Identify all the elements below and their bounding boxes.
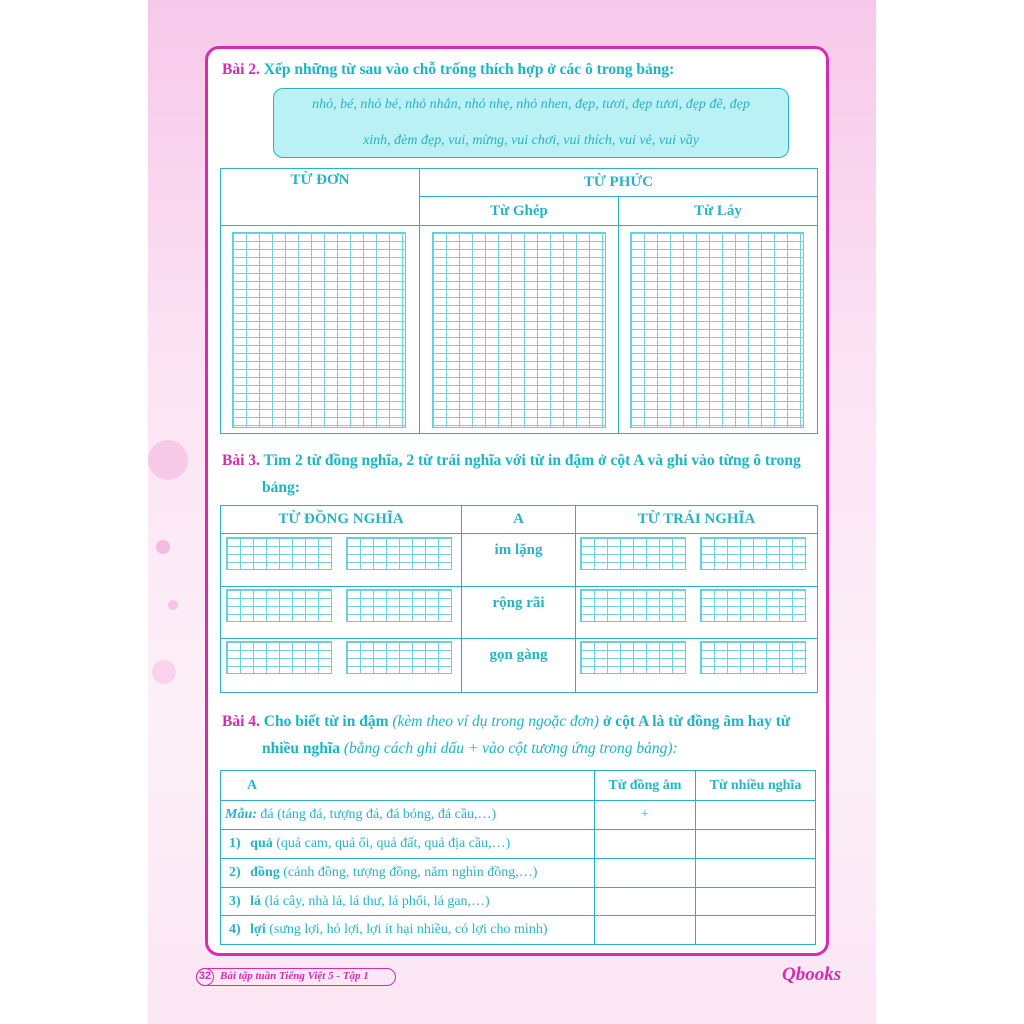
- ex4-row-word: đồng: [250, 865, 280, 880]
- ex4-title-line-2: [262, 740, 678, 759]
- ex4-row-examples: (quả cam, quả ổi, quả đất, quả địa cầu,…): [276, 836, 511, 851]
- decor-blob: [152, 660, 176, 684]
- ex3-number: Bài 3.: [222, 452, 260, 469]
- writing-grid: [226, 589, 332, 622]
- ex4-row: [221, 888, 595, 916]
- ex3-title: [222, 452, 801, 471]
- writing-grid: [346, 641, 452, 674]
- ex4-row: [221, 916, 595, 945]
- ex3-instruction-line-1: Tìm 2 từ đồng nghĩa, 2 từ trái nghĩa với từ in đậm ở cột A và ghi vào từng ô trong: [263, 452, 801, 469]
- ex3-header-dong-nghia: TỪ ĐỒNG NGHĨA: [221, 506, 462, 534]
- publisher-logo: Qbooks: [782, 964, 842, 985]
- ex3-header-a: A: [462, 506, 576, 534]
- ex4-instruction-a: Cho biết từ in đậm: [263, 713, 389, 730]
- ex2-header-tu-don: TỪ ĐƠN: [221, 169, 420, 226]
- writing-grid: [700, 641, 806, 674]
- ex4-row-word: quả: [250, 836, 273, 851]
- ex2-header-tu-ghep: Từ Ghép: [420, 197, 619, 226]
- ex4-nhieu-nghia-cell[interactable]: [696, 859, 816, 888]
- ex4-instruction-b: ở cột A là từ đồng âm hay từ: [602, 713, 791, 730]
- writing-grid: [432, 232, 606, 428]
- word-bank-line-1: nhỏ, bé, nhỏ bé, nhỏ nhắn, nhỏ nhẹ, nhỏ nhen, đẹp, tươi, đẹp tươi, đẹp đẽ, đẹp: [312, 97, 750, 112]
- ex2-instruction: Xếp những từ sau vào chỗ trống thích hợp ở các ô trong bảng:: [263, 61, 675, 78]
- ex2-number: Bài 2.: [222, 61, 260, 78]
- ex4-dong-am-cell[interactable]: [595, 916, 696, 945]
- word-bank-line-2: xinh, đèm đẹp, vui, mừng, vui chơi, vui thích, vui vẻ, vui vầy: [363, 133, 699, 148]
- ex2-title: [222, 61, 674, 80]
- decor-blob: [148, 440, 188, 480]
- decor-blob: [156, 540, 170, 554]
- ex4-sample-row: [221, 801, 595, 830]
- ex4-row: [221, 830, 595, 859]
- ex4-sample-text: đá (táng đá, tượng đá, đá bóng, đá cầu,…): [260, 807, 497, 822]
- ex3-header-trai-nghia: TỪ TRÁI NGHĨA: [576, 506, 818, 534]
- ex4-nhieu-nghia-cell[interactable]: [696, 888, 816, 916]
- writing-grid: [226, 641, 332, 674]
- ex4-row-word: lá: [250, 893, 262, 909]
- writing-grid: [580, 641, 686, 674]
- ex2-header-tu-lay: Từ Láy: [619, 197, 818, 226]
- ex4-sample-mark: +: [595, 801, 696, 830]
- writing-grid: [346, 589, 452, 622]
- ex4-number: Bài 4.: [222, 713, 260, 730]
- writing-grid: [700, 537, 806, 570]
- page-number: 32: [196, 968, 214, 986]
- decor-blob: [168, 600, 178, 610]
- ex4-sample-label: Mẫu:: [225, 807, 257, 822]
- ex3-word: im lặng: [462, 534, 576, 587]
- ex4-table: [220, 770, 816, 945]
- ex4-row-number: 4): [229, 922, 241, 937]
- ex4-header-nhieu-nghia: Từ nhiều nghĩa: [696, 771, 816, 801]
- book-title: Bài tập tuần Tiếng Việt 5 - Tập 1: [220, 970, 369, 982]
- ex4-header-dong-am: Từ đồng âm: [595, 771, 696, 801]
- writing-grid: [580, 537, 686, 570]
- ex4-nhieu-nghia-cell[interactable]: [696, 916, 816, 945]
- ex4-row-number: 2): [229, 865, 241, 880]
- ex4-sample-nhieu-nghia-cell: [696, 801, 816, 830]
- ex4-dong-am-cell[interactable]: [595, 830, 696, 859]
- ex4-instruction-italic-2: (bằng cách ghi dấu + vào cột tương ứng trong bảng):: [343, 740, 678, 757]
- ex4-row-examples: (sưng lợi, hỏ lợi, lợi ít hại nhiều, có lợi cho mình): [269, 922, 548, 937]
- ex4-title: [222, 713, 790, 732]
- writing-grid: [700, 589, 806, 622]
- ex4-row-number: 3): [229, 893, 241, 909]
- ex2-header-tu-phuc: TỪ PHỨC: [420, 169, 818, 197]
- ex4-row-number: 1): [229, 836, 241, 851]
- ex3-word: rộng rãi: [462, 587, 576, 639]
- ex4-instruction-italic-1: (kèm theo ví dụ trong ngoặc đơn): [392, 713, 599, 730]
- writing-grid: [232, 232, 406, 428]
- ex3-word: gọn gàng: [462, 639, 576, 693]
- ex4-row-examples: (lá cây, nhà lá, lá thư, lá phổi, lá gan,…): [264, 893, 490, 909]
- ex4-dong-am-cell[interactable]: [595, 888, 696, 916]
- ex3-instruction-line-2: bảng:: [262, 479, 300, 496]
- writing-grid: [580, 589, 686, 622]
- ex4-instruction-c: nhiều nghĩa: [262, 740, 340, 757]
- ex4-dong-am-cell[interactable]: [595, 859, 696, 888]
- ex4-nhieu-nghia-cell[interactable]: [696, 830, 816, 859]
- word-bank-box: [273, 88, 789, 158]
- writing-grid: [346, 537, 452, 570]
- ex4-row-word: lợi: [250, 922, 266, 937]
- ex4-row: [221, 859, 595, 888]
- writing-grid: [226, 537, 332, 570]
- ex4-row-examples: (cánh đồng, tượng đồng, năm nghìn đồng,…): [283, 865, 538, 880]
- writing-grid: [630, 232, 804, 428]
- ex4-header-a: A: [221, 771, 595, 801]
